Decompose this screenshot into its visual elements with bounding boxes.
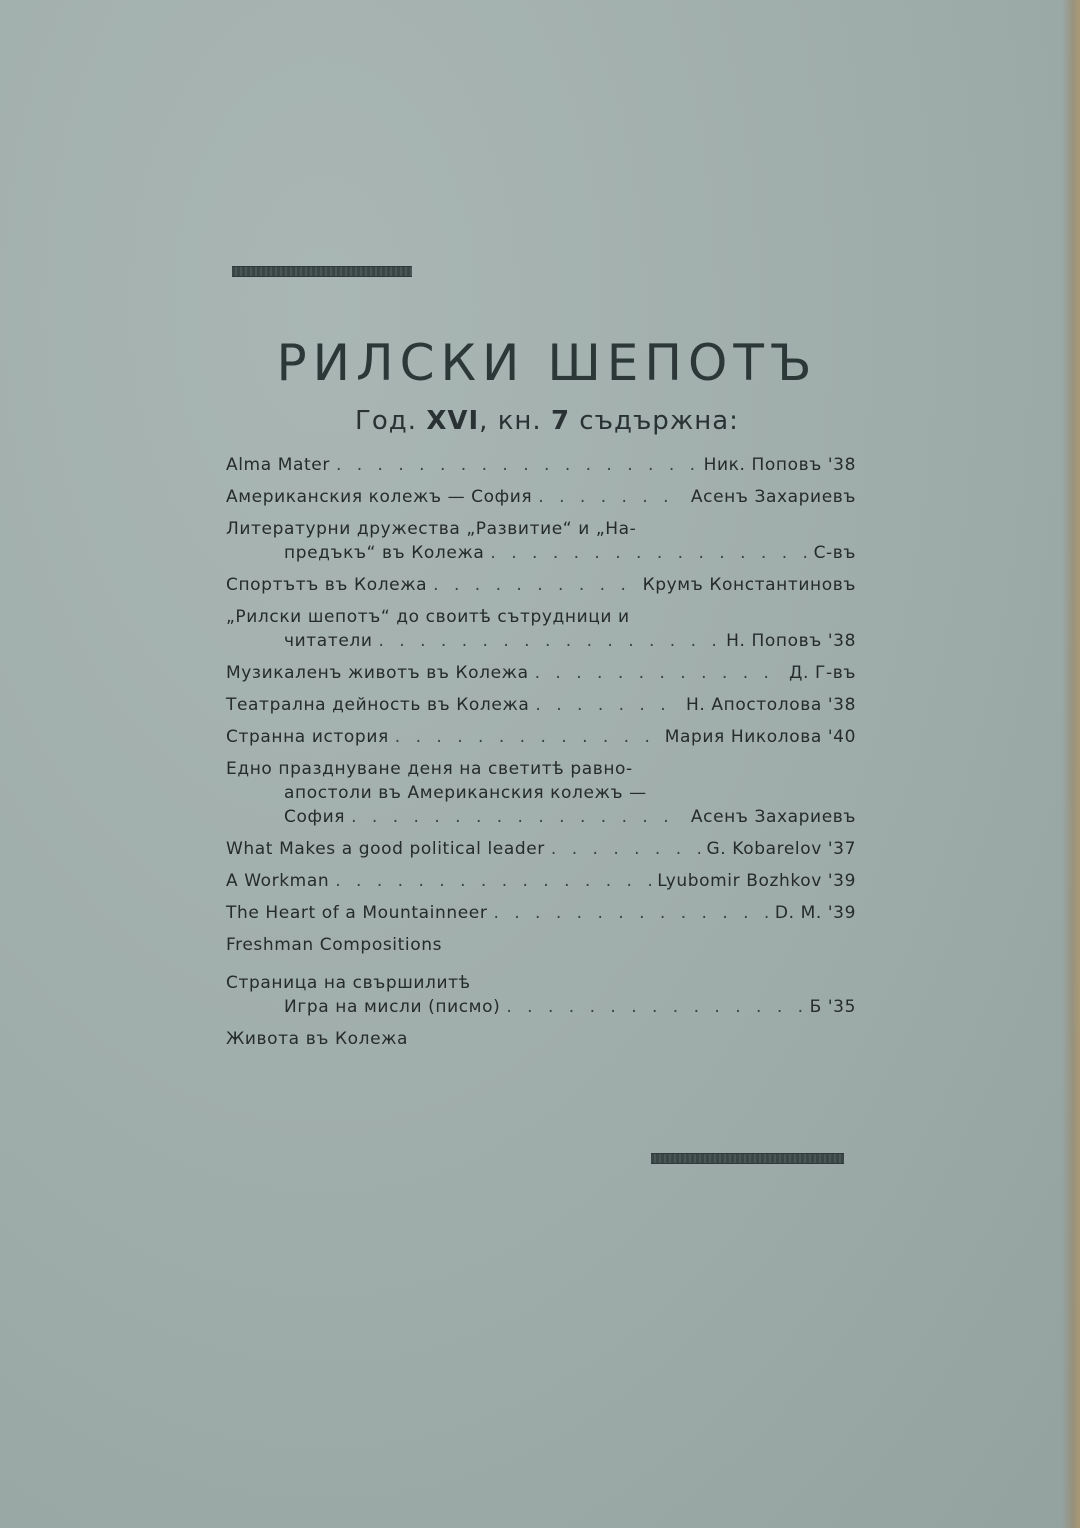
toc-entry-author: G. Kobarelov '37 xyxy=(706,839,856,859)
subtitle-prefix: Год. xyxy=(355,406,418,436)
toc-entry-title-cont: читатели xyxy=(284,631,373,651)
dot-leader xyxy=(535,661,784,685)
toc-entry xyxy=(226,869,856,893)
toc-entry xyxy=(226,693,856,717)
toc-entry xyxy=(226,517,856,565)
toc-entry-title: Театрална дейность въ Колежа xyxy=(226,695,530,715)
toc-entry-title-cont: апостоли въ Американския колежъ — xyxy=(284,783,647,803)
toc-entry xyxy=(226,573,856,597)
toc-entry xyxy=(226,485,856,509)
toc-entry-author: Lyubomir Bozhkov '39 xyxy=(657,871,856,891)
dot-leader xyxy=(335,869,651,893)
dot-leader xyxy=(351,805,685,829)
toc-entry xyxy=(226,725,856,749)
toc-entry-author: Б '35 xyxy=(809,997,856,1017)
toc-entry-title: A Workman xyxy=(226,871,330,891)
top-ornament-rule xyxy=(232,266,412,277)
toc-entry-author: Асенъ Захариевъ xyxy=(690,487,856,507)
subtitle-volume: XVI xyxy=(426,406,480,436)
dot-leader xyxy=(506,995,803,1019)
toc-entry-author: D. M. '39 xyxy=(774,903,856,923)
toc-entry xyxy=(226,605,856,653)
magazine-title: РИЛСКИ ШЕПОТЪ xyxy=(276,334,818,392)
dot-leader xyxy=(538,485,685,509)
toc-entry-title: „Рилски шепотъ“ до своитѣ сътрудници и xyxy=(226,607,630,627)
bottom-ornament-rule xyxy=(651,1153,844,1164)
subtitle-suffix: съдържна: xyxy=(579,406,739,436)
toc-entry-title: The Heart of a Mountainneer xyxy=(226,903,488,923)
dot-leader xyxy=(551,837,701,861)
toc-entry-author: Д. Г-въ xyxy=(789,663,856,683)
toc-entry-author: Н. Поповъ '38 xyxy=(726,631,856,651)
toc-entry-author: Крумъ Константиновъ xyxy=(642,575,856,595)
toc-entry-author: Н. Апостолова '38 xyxy=(686,695,856,715)
toc-entry-author: Ник. Поповъ '38 xyxy=(703,455,856,475)
toc-entry-title: Едно празднуване деня на светитѣ равно- xyxy=(226,759,633,779)
table-of-contents xyxy=(226,453,856,1059)
toc-entry-author: Мария Николова '40 xyxy=(664,727,856,747)
dot-leader xyxy=(490,541,807,565)
toc-entry-title-cont: предъкъ“ въ Колежа xyxy=(284,543,485,563)
toc-entry-title: Живота въ Колежа xyxy=(226,1029,409,1049)
toc-entry-author: Асенъ Захариевъ xyxy=(690,807,856,827)
subtitle-mid: , кн. xyxy=(479,406,542,436)
toc-entry xyxy=(226,1027,856,1051)
dot-leader xyxy=(379,629,721,653)
dot-leader xyxy=(493,901,768,925)
dot-leader xyxy=(336,453,698,477)
toc-entry xyxy=(226,933,856,957)
toc-entry-title: Музикаленъ животъ въ Колежа xyxy=(226,663,529,683)
dot-leader xyxy=(433,573,636,597)
page-edge xyxy=(1062,0,1080,1528)
toc-entry xyxy=(226,661,856,685)
toc-entry-title: Freshman Compositions xyxy=(226,935,443,955)
toc-entry-title: Американския колежъ — София xyxy=(226,487,533,507)
dot-leader xyxy=(535,693,680,717)
toc-entry xyxy=(226,971,856,1019)
toc-entry-title-cont: София xyxy=(284,807,346,827)
toc-entry-title: Литературни дружества „Развитие“ и „На- xyxy=(226,519,637,539)
subtitle-issue: 7 xyxy=(550,406,571,436)
toc-entry xyxy=(226,453,856,477)
toc-entry-author: С-въ xyxy=(813,543,856,563)
toc-entry xyxy=(226,757,856,829)
toc-entry-title: Спортътъ въ Колежа xyxy=(226,575,428,595)
toc-entry-title: Alma Mater xyxy=(226,455,330,475)
toc-entry-title: Страница на свършилитѣ xyxy=(226,973,471,993)
toc-entry-title-cont: Игра на мисли (писмо) xyxy=(284,997,501,1017)
issue-subtitle xyxy=(232,406,862,436)
toc-entry xyxy=(226,901,856,925)
dot-leader xyxy=(395,725,659,749)
toc-entry xyxy=(226,837,856,861)
toc-entry-title: Странна история xyxy=(226,727,389,747)
toc-entry-title: What Makes a good political leader xyxy=(226,839,545,859)
